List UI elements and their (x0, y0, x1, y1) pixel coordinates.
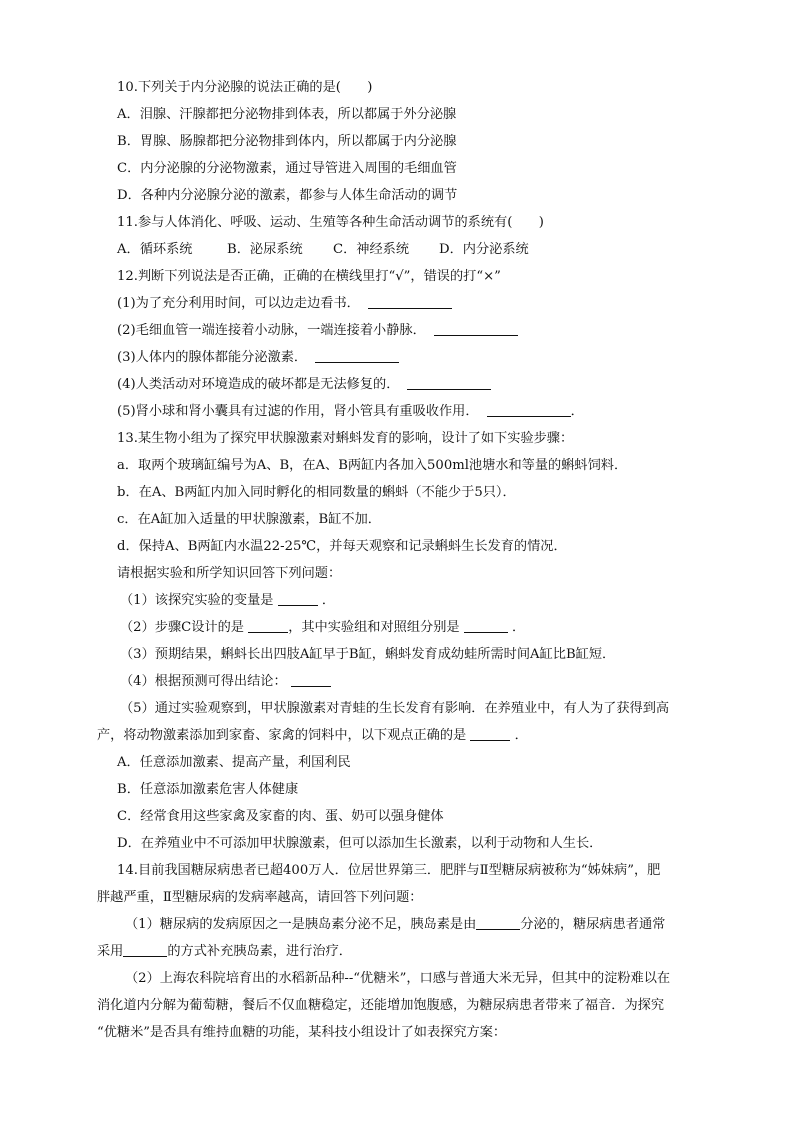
q13-sub2-blank-1[interactable] (248, 617, 288, 633)
q13-sub4-text: （4）根据预测可得出结论： (120, 674, 287, 689)
q11-option-b: B．泌尿系统 (227, 242, 303, 257)
q13-step-b: b．在A、B两缸内加入同时孵化的相同数量的蝌蚪（不能少于5只）． (117, 485, 516, 500)
q12-item-3-blank[interactable] (315, 347, 399, 363)
q11-stem: 11.参与人体消化、呼吸、运动、生殖等各种生命活动调节的系统有( ) (117, 215, 544, 230)
q14-sub1-line2-post: 的方式补充胰岛素，进行治疗． (167, 944, 352, 959)
q13-sub2-blank-2[interactable] (464, 617, 508, 633)
q10-option-a: A．泪腺、汗腺都把分泌物排到体表，所以都属于外分泌腺 (117, 107, 457, 122)
q10-option-d: D．各种内分泌腺分泌的激素，都参与人体生命活动的调节 (117, 188, 458, 203)
q12-item-1-text: (1)为了充分利用时间，可以边走边看书． (117, 296, 360, 311)
q12-item-5-blank[interactable] (487, 401, 571, 417)
q13-sub1 (117, 587, 710, 614)
q12-item-1 (117, 290, 710, 317)
q11-options (117, 236, 710, 263)
q13-step-c: c．在A缸加入适量的甲状腺激素，B缸不加． (117, 512, 381, 527)
q12-item-5-end: ． (570, 404, 584, 419)
q14-sub1-blank-1[interactable] (476, 914, 520, 930)
q12-item-4 (117, 371, 710, 398)
q13-sub2-text: （2）步骤C设计的是 (120, 620, 244, 635)
q13-sub5-option-d: D．在养殖业中不可添加甲状腺激素，但可以添加生长激素，以利于动物和人生长． (117, 836, 603, 851)
q14-sub2-line1: （2）上海农科院培育出的水稻新品种--“优糖米”，口感与普通大米无异，但其中的淀粉难以在 (125, 971, 671, 986)
q13-sub5-option-a: A．任意添加激素、提高产量，利国利民 (117, 755, 351, 770)
q13-sub5-line1-text: （5）通过实验观察到，甲状腺激素对青蛙的生长发育有影响．在养殖业中，有人为了获得到高 (120, 701, 670, 716)
q12-item-4-blank[interactable] (407, 374, 491, 390)
q14-line1: 14.目前我国糖尿病患者已超400万人．位居世界第三．肥胖与Ⅱ型糖尿病被称为“姊妹病”，肥 (117, 863, 661, 878)
q13-step-a: a．取两个玻璃缸编号为A、B，在A、B两缸内各加入500ml池塘水和等量的蝌蚪饲料． (117, 458, 628, 473)
q13-sub5-blank[interactable] (470, 725, 510, 741)
q13-sub2 (117, 614, 710, 641)
q13-stem: 13.某生物小组为了探究甲状腺激素对蝌蚪发育的影响，设计了如下实验步骤： (117, 431, 574, 446)
q14-sub1-line1 (117, 911, 710, 938)
q14-sub2-line3: “优糖米”是否具有维持血糖的功能，某科技小组设计了如表探究方案： (97, 1025, 507, 1040)
q14-sub1-blank-2[interactable] (123, 941, 167, 957)
q10-option-c: C．内分泌腺的分泌物激素，通过导管进入周围的毛细血管 (117, 161, 457, 176)
q14-line2: 胖越严重，Ⅱ型糖尿病的发病率越高，请回答下列问题： (97, 890, 423, 905)
q12-item-2-blank[interactable] (434, 320, 518, 336)
q13-sub5-end: ． (514, 728, 528, 743)
q14-sub1-line2-pre: 采用 (97, 944, 124, 959)
q13-sub5-line2-text: 产，将动物激素添加到家畜、家禽的饲料中，以下观点正确的是 (97, 728, 467, 743)
q11-option-c: C．神经系统 (333, 242, 410, 257)
q13-sub5-option-c: C．经常食用这些家禽及家畜的肉、蛋、奶可以强身健体 (117, 809, 444, 824)
q12-item-5 (117, 398, 710, 425)
q10-option-b: B．胃腺、肠腺都把分泌物排到体内，所以都属于内分泌腺 (117, 134, 457, 149)
q14-sub1-text-2: 分泌的，糖尿病患者通常 (520, 917, 666, 932)
q12-item-2 (117, 317, 710, 344)
q14-sub1-line2 (97, 938, 710, 965)
q13-sub4 (117, 668, 710, 695)
q11-option-a: A．循环系统 (117, 242, 193, 257)
q13-sub1-end: ． (321, 593, 336, 608)
q13-sub1-text: （1）该探究实验的变量是 (120, 593, 274, 608)
q12-stem: 12.判断下列说法是否正确，正确的在横线里打“√”，错误的打“×” (117, 269, 501, 284)
q14-sub1-text: （1）糖尿病的发病原因之一是胰岛素分泌不足，胰岛素是由 (125, 917, 477, 932)
q13-sub5-line1 (117, 695, 710, 722)
q13-sub5-line2 (97, 722, 710, 749)
q13-prompt: 请根据实验和所学知识回答下列问题： (117, 566, 342, 581)
q13-sub1-blank[interactable] (278, 590, 318, 606)
q12-item-3-text: (3)人体内的腺体都能分泌激素． (117, 350, 308, 365)
q13-sub2-mid: ，其中实验组和对照组分别是 (288, 620, 460, 635)
q12-item-2-text: (2)毛细血管一端连接着小动脉，一端连接着小静脉． (117, 323, 426, 338)
q12-item-3 (117, 344, 710, 371)
q12-item-1-blank[interactable] (368, 293, 452, 309)
q11-option-d: D．内分泌系统 (439, 242, 529, 257)
q10-stem: 10.下列关于内分泌腺的说法正确的是( ) (117, 80, 373, 95)
q13-sub3: （3）预期结果，蝌蚪长出四肢A缸早于B缸，蝌蚪发育成幼蛙所需时间A缸比B缸短． (120, 647, 616, 662)
q12-item-5-text: (5)肾小球和肾小囊具有过滤的作用，肾小管具有重吸收作用． (117, 404, 479, 419)
q13-sub5-option-b: B．任意添加激素危害人体健康 (117, 782, 299, 797)
q13-sub4-blank[interactable] (291, 671, 331, 687)
q12-item-4-text: (4)人类活动对环境造成的破坏都是无法修复的． (117, 377, 400, 392)
q14-sub2-line2: 消化道内分解为葡萄糖，餐后不仅血糖稳定，还能增加饱腹感，为糖尿病患者带来了福音．为探究 (97, 998, 665, 1013)
q13-sub2-end: ． (512, 620, 526, 635)
q13-step-d: d．保持A、B两缸内水温22-25℃，并每天观察和记录蝌蚪生长发育的情况． (117, 539, 567, 554)
